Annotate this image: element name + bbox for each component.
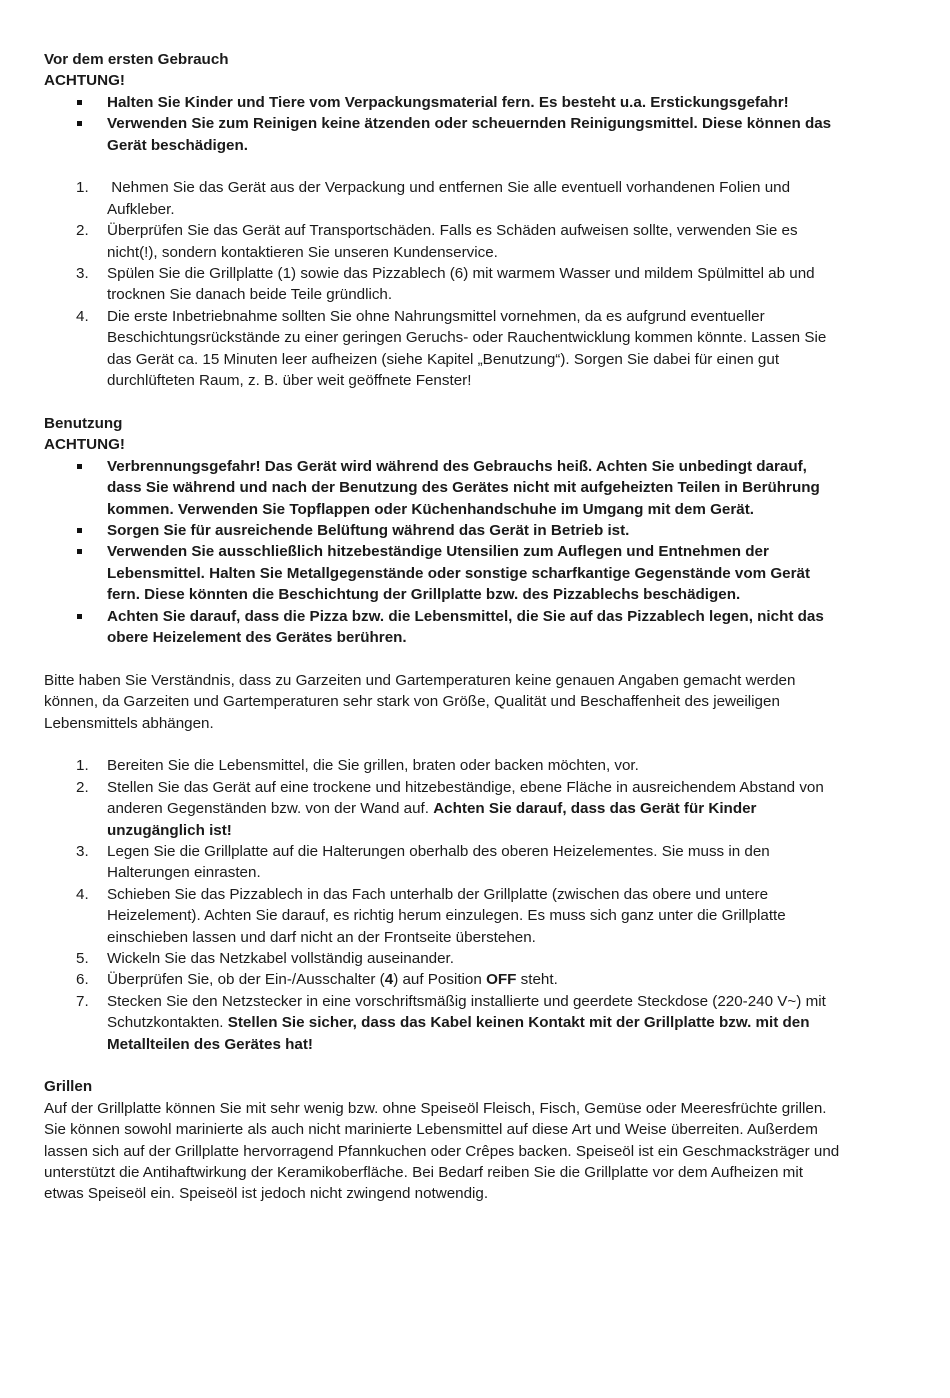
section-title-first-use: Vor dem ersten Gebrauch: [44, 51, 229, 68]
list-text: Die erste Inbetriebnahme sollten Sie ohne Nahrungsmittel vornehmen, da es aufgrund eventueller Beschichtungsrückstände zu einer geringen Geruchs- oder Rauchentwicklung kommen könnte. Lassen Sie das Gerät ca. 15 Minuten leer aufheizen (siehe Kapitel „Benutzung“). Sorgen Sie dabei für einen gut durchlüfteten Raum, z. B. über weit geöffnete Fenster!: [107, 307, 827, 390]
list-number: 3.: [76, 842, 89, 860]
grilling-paragraph: Auf der Grillplatte können Sie mit sehr wenig bzw. ohne Speiseöl Fleisch, Fisch, Gemüse oder Meeresfrüchte grillen. Sie können sowohl marinierte als auch nicht marinierte Lebensmittel auf diese Art und Weise überreiten. Außerdem lassen sich auf der Grillplatte hervorragend Pfannkuchen oder Crêpes backen. Speiseöl ist ein Geschmacksträger und unterstützt die Antihaftwirkung der Keramikoberfläche. Bei Bedarf reiben Sie die Grillplatte vor dem Aufheizen mit etwas Speiseöl ein. Speiseöl ist jedoch nicht zwingend notwendig.: [44, 1099, 840, 1203]
warning-list: [44, 92, 844, 156]
list-text: Nehmen Sie das Gerät aus der Verpackung und entfernen Sie alle eventuell vorhandenen Folien und Aufkleber.: [107, 179, 794, 218]
warning-item: Verbrennungsgefahr! Das Gerät wird während des Gebrauchs heiß. Achten Sie unbedingt darauf, dass Sie während und nach der Benutzung des Gerätes nicht mit aufgeheizten Teilen in Berührung kommen. Verwenden Sie Topflappen oder Küchenhandschuhe im Umgang mit dem Gerät.: [44, 456, 844, 520]
switch-position: OFF: [486, 971, 517, 989]
warning-list: [44, 456, 844, 649]
list-text: ) auf Position: [393, 971, 487, 989]
list-number: 2.: [76, 222, 89, 240]
list-item: [44, 991, 844, 1055]
list-text: Wickeln Sie das Netzkabel vollständig auseinander.: [107, 950, 454, 967]
list-number: 4.: [76, 885, 89, 903]
warning-item: Verwenden Sie zum Reinigen keine ätzenden oder scheuernden Reinigungsmittel. Diese können das Gerät beschädigen.: [44, 113, 844, 156]
list-number: 7.: [76, 992, 89, 1010]
list-item: [44, 777, 844, 841]
list-item: [44, 263, 844, 306]
list-item: [44, 969, 844, 990]
warning-item: Verwenden Sie ausschließlich hitzebeständige Utensilien zum Auflegen und Entnehmen der Lebensmittel. Halten Sie Metallgegenstände oder sonstige scharfkantige Gegenstände vom Gerät fern. Diese könnten die Beschichtung der Grillplatte bzw. des Pizzablechs beschädigen.: [44, 541, 844, 605]
list-number: 1.: [76, 757, 89, 775]
list-text: steht.: [516, 971, 558, 989]
list-text: Schieben Sie das Pizzablech in das Fach unterhalb der Grillplatte (zwischen das obere und untere Heizelement). Achten Sie darauf, es richtig herum einzulegen. Es muss sich ganz unter die Grillplatte einschieben lassen und darf nicht an der Frontseite überstehen.: [107, 885, 786, 946]
warning-label: ACHTUNG!: [44, 72, 125, 90]
list-text-emphasis: Achten Sie darauf, dass das Gerät für Kinder unzugänglich ist!: [107, 800, 757, 839]
list-item: [44, 306, 844, 392]
list-text: Stellen Sie das Gerät auf eine trockene und hitzebeständige, ebene Fläche in ausreichendem Abstand von anderen Gegenständen bzw. von der Wand auf.: [107, 778, 829, 818]
warning-label: ACHTUNG!: [44, 436, 125, 454]
list-text: Legen Sie die Grillplatte auf die Halterungen oberhalb des oberen Heizelementes. Sie muss in den Halterungen einrasten.: [107, 842, 770, 882]
section-title-usage: Benutzung: [44, 414, 123, 432]
list-text: Stecken Sie den Netzstecker in eine vorschriftsmäßig installierte und geerdete Steckdose (220-240 V~) mit Schutzkontakten.: [107, 992, 831, 1032]
list-text: Überprüfen Sie, ob der Ein-/Ausschalter (: [107, 971, 385, 989]
list-text-emphasis: Stellen Sie sicher, dass das Kabel keinen Kontakt mit der Grillplatte bzw. mit den Metallteilen des Gerätes hat!: [107, 1014, 810, 1053]
document-page: [44, 49, 844, 1205]
usage-steps: [44, 755, 844, 1055]
first-use-steps: [44, 177, 844, 391]
list-text: Spülen Sie die Grillplatte (1) sowie das Pizzablech (6) mit warmem Wasser und mildem Spülmittel ab und trocknen Sie danach beide Teile gründlich.: [107, 265, 815, 304]
warning-item: Halten Sie Kinder und Tiere vom Verpackungsmaterial fern. Es besteht u.a. Erstickungsgefahr!: [44, 92, 844, 113]
list-number: 6.: [76, 971, 89, 989]
list-item: [44, 841, 844, 884]
list-item: [44, 220, 844, 263]
warning-item: Achten Sie darauf, dass die Pizza bzw. die Lebensmittel, die Sie auf das Pizzablech legen, nicht das obere Heizelement des Gerätes berühren.: [44, 606, 844, 649]
list-item: [44, 884, 844, 948]
list-number: 1.: [76, 179, 89, 197]
list-item: [44, 755, 844, 776]
cooking-time-note: Bitte haben Sie Verständnis, dass zu Garzeiten und Gartemperaturen keine genauen Angaben gemacht werden können, da Garzeiten und Gartemperaturen sehr stark von Größe, Qualität und Beschaffenheit des jeweiligen Lebensmittels abhängen.: [44, 671, 796, 732]
warning-item: Sorgen Sie für ausreichende Belüftung während das Gerät in Betrieb ist.: [44, 520, 844, 541]
list-item: [44, 177, 844, 220]
list-number: 2.: [76, 778, 89, 796]
list-text: Bereiten Sie die Lebensmittel, die Sie grillen, braten oder backen möchten, vor.: [107, 757, 639, 775]
list-item: [44, 948, 844, 969]
list-number: 3.: [76, 265, 89, 283]
list-number: 5.: [76, 950, 89, 967]
list-text: Überprüfen Sie das Gerät auf Transportschäden. Falls es Schäden aufweisen sollte, verwenden Sie es nicht(!), sondern kontaktieren Sie unseren Kundenservice.: [107, 222, 798, 261]
section-title-grilling: Grillen: [44, 1078, 93, 1096]
switch-reference: 4: [384, 971, 394, 989]
list-number: 4.: [76, 307, 89, 325]
